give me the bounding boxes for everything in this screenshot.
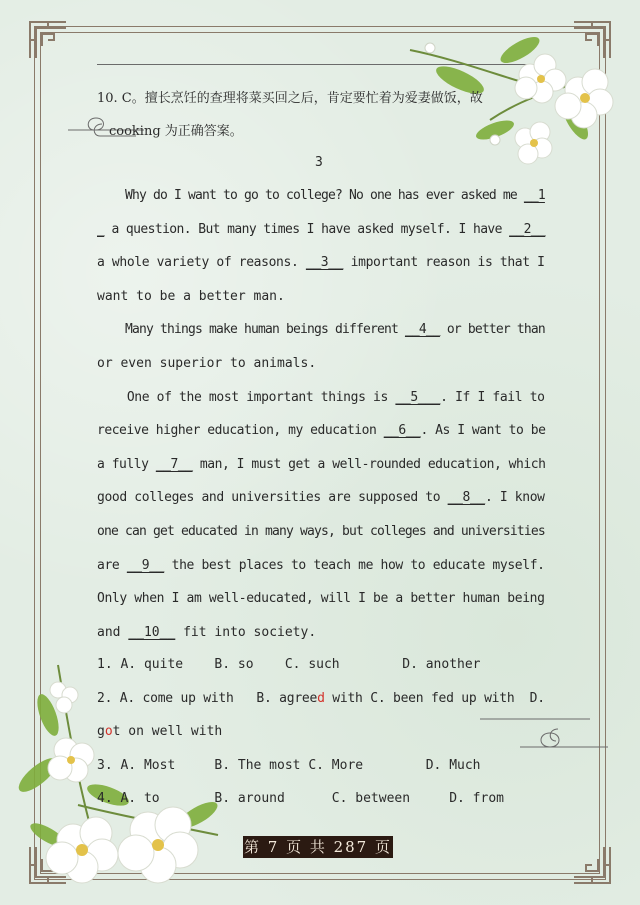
text-run: man, I must get a well-rounded education, which <box>192 456 546 472</box>
answer-blank: __3__ <box>305 255 344 271</box>
passage-line <box>97 490 545 505</box>
passage-line <box>97 289 285 304</box>
option-line <box>97 657 481 672</box>
section-number: 3 <box>315 155 323 170</box>
text-run: 1. A. quite B. so C. such D. another <box>97 657 481 672</box>
explanation-line-1: 10. C。擅长烹饪的查理将菜买回之后，肯定要忙着为爱妻做饭，故 <box>97 91 483 106</box>
text-run: are <box>97 557 127 573</box>
highlight-char: d <box>317 690 325 706</box>
passage-line <box>97 390 545 405</box>
option-line <box>97 724 222 739</box>
text-run: fit into society. <box>175 624 317 640</box>
answer-blank: __8__ <box>447 490 485 506</box>
text-run: or even superior to animals. <box>97 356 317 371</box>
answer-blank: _ <box>97 221 105 237</box>
passage-line <box>97 188 545 203</box>
text-run: . If I fail to <box>440 389 545 405</box>
text-run: Why do I want to go to college? No one has ever asked me <box>97 188 524 203</box>
text-run: . I know <box>484 490 545 506</box>
text-run: g <box>97 724 105 740</box>
option-line <box>97 691 545 706</box>
text-run: One of the most important things is <box>97 389 396 405</box>
answer-blank: __6__ <box>383 423 421 439</box>
text-run: t on well with <box>112 724 223 740</box>
swirl-ornament-icon <box>480 705 610 755</box>
text-run: 3. A. Most B. The most C. More D. Much <box>97 757 481 773</box>
passage-line <box>97 423 545 438</box>
text-run: want to be a better man. <box>97 288 285 304</box>
text-run: important reason is that I <box>343 255 545 271</box>
option-line <box>97 758 481 773</box>
passage-line <box>97 558 545 573</box>
corner-ornament-icon <box>26 18 70 62</box>
text-run: receive higher education, my education <box>97 423 384 439</box>
passage-line <box>97 457 545 472</box>
text-run: Only when I am well-educated, will I be a better human being <box>97 591 545 607</box>
text-run: or better than <box>439 322 545 338</box>
passage-line <box>97 222 545 237</box>
passage-line <box>97 625 316 640</box>
explanation-line-2: cooking 为正确答案。 <box>109 124 243 139</box>
answer-blank: __10__ <box>128 624 176 640</box>
page-footer: 第 7 页 共 287 页 <box>243 838 392 856</box>
text-run: the best places to teach me how to educate myself. <box>164 557 545 573</box>
answer-blank: __9__ <box>126 557 165 573</box>
option-line <box>97 791 504 806</box>
text-run: one can get educated in many ways, but colleges and universities <box>97 524 545 539</box>
text-run: with C. been fed up with D. <box>324 690 545 706</box>
highlight-char: o <box>104 724 113 740</box>
text-run: Many things make human beings different <box>97 322 405 338</box>
passage-line <box>97 322 545 337</box>
answer-blank: __5___ <box>395 389 441 405</box>
text-run: and <box>97 624 129 640</box>
corner-ornament-icon <box>570 843 614 887</box>
text-run: a fully <box>97 456 156 472</box>
answer-blank: __1 <box>523 188 545 203</box>
text-run: 2. A. come up with B. agree <box>97 690 318 706</box>
passage-line <box>97 255 545 270</box>
text-run: 4. A. to B. around C. between D. from <box>97 791 504 807</box>
answer-blank: __4__ <box>404 322 440 338</box>
text-run: good colleges and universities are supposed to <box>97 490 448 506</box>
passage-line <box>97 356 316 371</box>
answer-blank: __2__ <box>509 221 546 237</box>
text-run: a question. But many times I have asked myself. I have <box>104 221 510 237</box>
text-run: . As I want to be <box>420 423 546 439</box>
text-run: a whole variety of reasons. <box>97 255 306 271</box>
answer-blank: __7__ <box>155 456 193 472</box>
passage-line <box>97 591 545 606</box>
passage-line <box>97 524 545 539</box>
